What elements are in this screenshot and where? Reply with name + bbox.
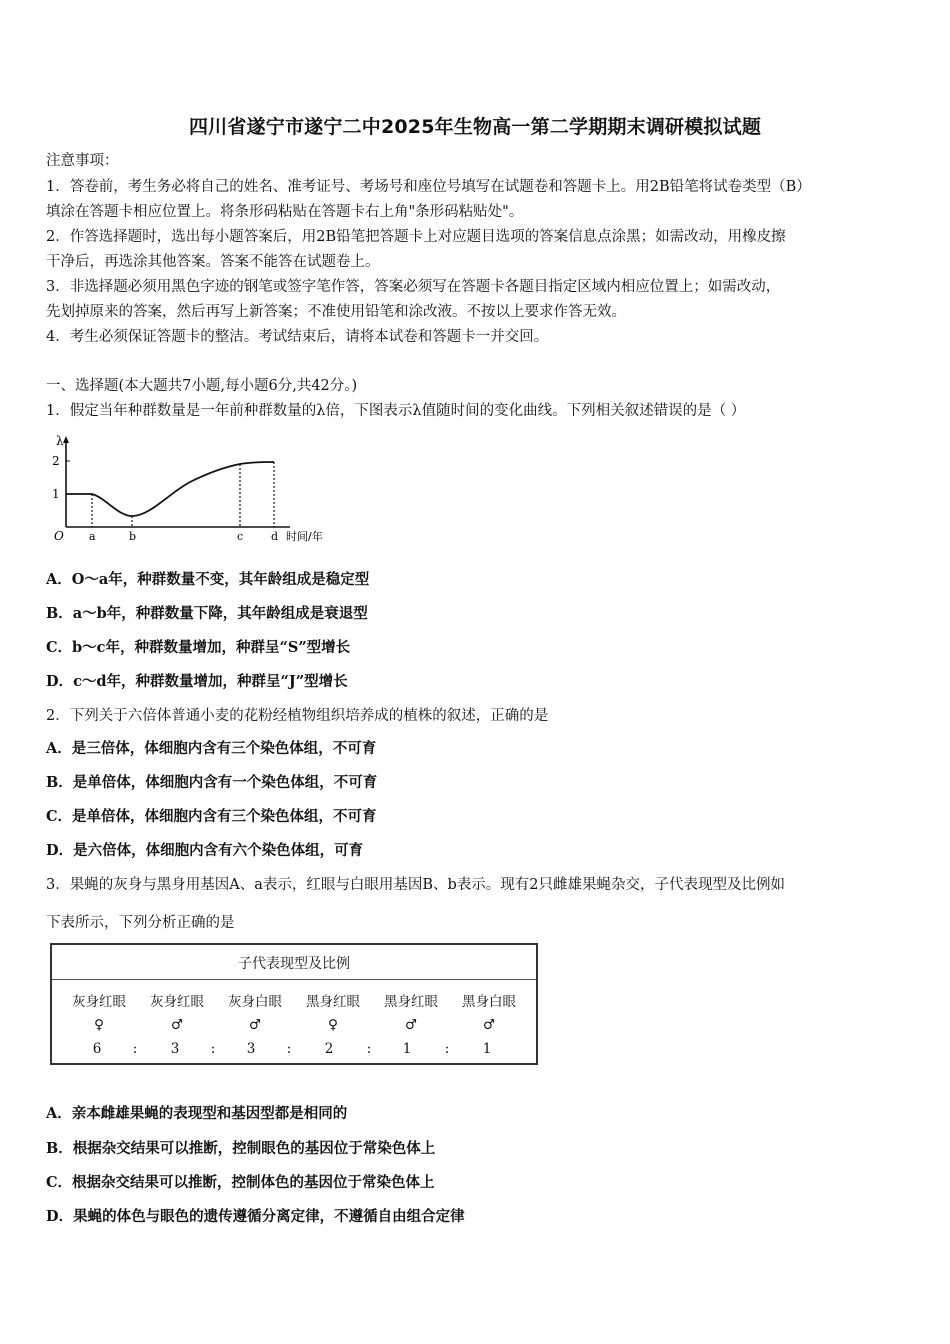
x-axis-label: 时间/年	[286, 530, 323, 543]
phenotype-3: 灰身白眼	[228, 994, 282, 1010]
q2-option-b: B．是单倍体，体细胞内含有一个染色体组，不可育	[46, 774, 378, 791]
sex-3: ♂	[248, 1017, 262, 1033]
ratio-separator-5: :	[444, 1041, 450, 1057]
q1-option-c: C．b～c年，种群数量增加，种群呈“S”型增长	[46, 639, 351, 656]
table-header: 子代表现型及比例	[238, 956, 350, 972]
sex-6: ♂	[482, 1017, 496, 1033]
sex-1: ♀	[94, 1017, 104, 1033]
y-tick-1: 1	[52, 487, 60, 501]
phenotype-2: 灰身红眼	[150, 994, 204, 1010]
notice-line-7: 4．考生必须保证答题卡的整洁。考试结束后，请将本试卷和答题卡一并交回。	[46, 329, 549, 345]
phenotype-1: 灰身红眼	[72, 994, 126, 1010]
y-tick-2: 2	[52, 454, 60, 468]
ratio-5: 1	[402, 1041, 412, 1057]
y-axis-arrow	[63, 436, 69, 443]
q2-stem: 2．下列关于六倍体普通小麦的花粉经植物组织培养成的植株的叙述，正确的是	[46, 708, 549, 724]
q3-option-c: C．根据杂交结果可以推断，控制体色的基因位于常染色体上	[46, 1174, 435, 1191]
ratio-separator-2: :	[210, 1041, 216, 1057]
table-divider	[52, 979, 536, 980]
q1-option-d: D．c～d年，种群数量增加，种群呈“J”型增长	[46, 673, 348, 690]
sex-4: ♀	[328, 1017, 338, 1033]
phenotype-5: 黑身红眼	[384, 994, 438, 1010]
ratio-1: 6	[92, 1041, 102, 1057]
notice-heading: 注意事项：	[46, 153, 119, 169]
lambda-curve	[66, 462, 274, 516]
q3-stem-line-2: 下表所示，下列分析正确的是	[46, 915, 235, 931]
ratio-6: 1	[482, 1041, 492, 1057]
q2-option-c: C．是单倍体，体细胞内含有三个染色体组，不可育	[46, 808, 377, 825]
ratio-2: 3	[170, 1041, 180, 1057]
notice-line-6: 先划掉原来的答案，然后再写上新答案；不准使用铅笔和涂改液。不按以上要求作答无效。	[46, 304, 626, 320]
phenotype-6: 黑身白眼	[462, 994, 516, 1010]
notice-line-1: 1．答卷前，考生务必将自己的姓名、准考证号、考场号和座位号填写在试题卷和答题卡上。用2B铅笔将试卷类型（B）	[46, 179, 811, 195]
x-tick-c: c	[237, 530, 244, 543]
sex-2: ♂	[170, 1017, 184, 1033]
q3-option-b: B．根据杂交结果可以推断，控制眼色的基因位于常染色体上	[46, 1140, 436, 1157]
lambda-curve-graph	[40, 432, 360, 547]
notice-line-5: 3．非选择题必须用黑色字迹的钢笔或签字笔作答，答案必须写在答题卡各题目指定区域内相应位置上；如需改动，	[46, 279, 781, 295]
q3-option-a: A．亲本雌雄果蝇的表现型和基因型都是相同的	[46, 1105, 348, 1122]
notice-line-2: 填涂在答题卡相应位置上。将条形码粘贴在答题卡右上角"条形码粘贴处"。	[46, 204, 524, 220]
ratio-3: 3	[246, 1041, 256, 1057]
notice-line-4: 干净后，再选涂其他答案。答案不能答在试题卷上。	[46, 254, 380, 270]
exam-title: 四川省遂宁市遂宁二中2025年生物高一第二学期期末调研模拟试题	[188, 116, 762, 138]
q2-option-d: D．是六倍体，体细胞内含有六个染色体组，可育	[46, 842, 364, 859]
ratio-separator-3: :	[286, 1041, 292, 1057]
ratio-4: 2	[324, 1041, 334, 1057]
notice-line-3: 2．作答选择题时，选出每小题答案后，用2B铅笔把答题卡上对应题目选项的答案信息点涂黑；如需改动，用橡皮擦	[46, 229, 786, 245]
q1-stem: 1．假定当年种群数量是一年前种群数量的λ倍，下图表示λ值随时间的变化曲线。下列相关叙述错误的是（ ）	[46, 403, 746, 419]
y-axis-label: λ	[56, 434, 64, 448]
origin-label: O	[54, 529, 64, 543]
x-tick-a: a	[89, 530, 96, 543]
q1-option-b: B．a～b年，种群数量下降，其年龄组成是衰退型	[46, 605, 368, 622]
phenotype-ratio-table	[50, 943, 538, 1065]
ratio-separator-1: :	[132, 1041, 138, 1057]
phenotype-4: 黑身红眼	[306, 994, 360, 1010]
q3-option-d: D．果蝇的体色与眼色的遗传遵循分离定律，不遵循自由组合定律	[46, 1208, 465, 1225]
q1-option-a: A．O～a年，种群数量不变，其年龄组成是稳定型	[46, 571, 370, 588]
q3-stem-line-1: 3．果蝇的灰身与黑身用基因A、a表示，红眼与白眼用基因B、b表示。现有2只雌雄果蝇杂交，子代表现型及比例如	[46, 877, 786, 893]
section-heading: 一、选择题(本大题共7小题,每小题6分,共42分。)	[46, 378, 358, 394]
q2-option-a: A．是三倍体，体细胞内含有三个染色体组，不可育	[46, 740, 377, 757]
sex-5: ♂	[404, 1017, 418, 1033]
ratio-separator-4: :	[366, 1041, 372, 1057]
x-tick-d: d	[271, 530, 279, 543]
x-tick-b: b	[129, 530, 137, 543]
